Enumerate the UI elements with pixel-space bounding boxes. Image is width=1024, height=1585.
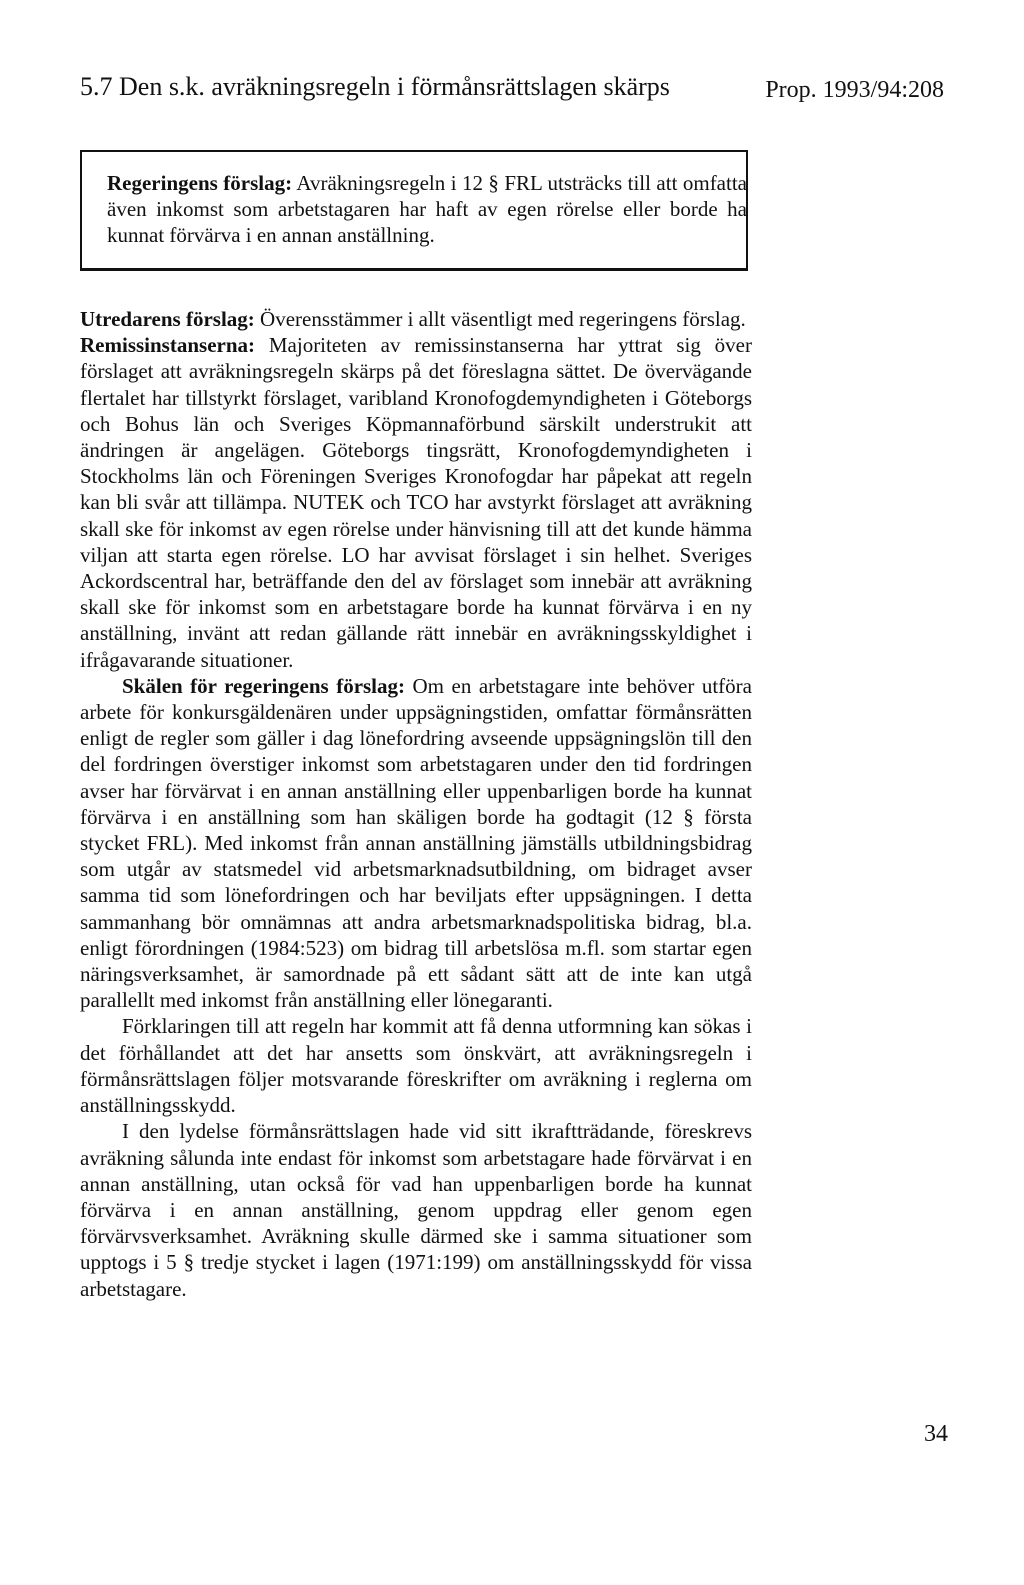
- referral-text: Majoriteten av remissinstanserna har yttrat sig över förslaget att avräkningsregeln skärps på det föreslagna sättet. De övervägande flertalet har tillstyrkt förslaget, varibland Kronofogdemyndigheten i Göteborgs och Bohus län och Sveriges Köpmannaförbund särskilt understrukit att ändringen är angelägen. Göteborgs tingsrätt, Kronofogdemyndigheten i Stockholms län och Föreningen Sveriges Kronofogdar har påpekat att regeln kan bli svår att tillämpa. NUTEK och TCO har avstyrkt förslaget att avräkning skall ske för inkomst av egen rörelse under hänvisning till att det kunde hämma viljan att starta egen rörelse. LO har avvisat förslaget i sin helhet. Sveriges Ackordscentral har, beträffande den del av förslaget som innebär att avräkning skall ske för inkomst som en arbetstagare borde ha kunnat förvärva i en ny anställning, invänt att redan gällande rätt innebär en avräkningsskyldighet i ifrågavarande situationer.: [80, 333, 752, 672]
- explanation-paragraph: Förklaringen till att regeln har kommit att få denna utformning kan sökas i det förhållandet att det har ansetts som önskvärt, att avräkningsregeln i förmånsrättslagen följer motsvarande föreskrifter om avräkning i reglerna om anställningsskydd.: [80, 1014, 752, 1118]
- reasons-text: Om en arbetstagare inte behöver utföra arbete för konkursgäldenären under uppsägningstiden, omfattar förmånsrätten enligt de regler som gäller i dag lönefordring avseende uppsägningslön till den del fordringen överstiger inkomst som arbetstagaren under den tid fordringen avser har förvärvat i en annan anställning eller uppenbarligen borde ha kunnat förvärva i en anställning som han skäligen borde ha godtagit (12 § första stycket FRL). Med inkomst från annan anställning jämställs utbildningsbidrag som utgår av statsmedel vid arbetsmarknadsutbildning, om bidraget avser samma tid som lönefordringen och har beviljats efter uppsägningen. I detta sammanhang bör omnämnas att andra arbetsmarknadspolitiska bidrag, bl.a. enligt förordningen (1984:523) om bidrag till arbetslösa m.fl. som startar egen näringsverksamhet, är samordnade på ett sådant sätt att de inte kan utgå parallellt med inkomst från anställning eller lönegaranti.: [80, 673, 752, 1013]
- government-proposal-body: Avräkningsregeln i 12 § FRL utsträcks till att omfatta även inkomst som arbetstagaren har haft av egen rörelse eller borde ha kunnat förvärva i en annan anställning.: [107, 171, 747, 247]
- investigator-paragraph: [80, 306, 752, 332]
- investigator-lead: Utredarens förslag:: [80, 307, 255, 331]
- reasons-lead: Skälen för regeringens förslag:: [122, 673, 406, 698]
- investigator-text: Överensstämmer i allt väsentligt med regeringens förslag.: [254, 307, 746, 331]
- document-body: [80, 306, 752, 1302]
- reasons-paragraph: [80, 673, 752, 1014]
- history-paragraph: I den lydelse förmånsrättslagen hade vid sitt ikraftträdande, föreskrevs avräkning sålunda inte endast för inkomst som arbetstagare hade förvärvat i en annan anställning, utan också för vad han uppenbarligen borde ha kunnat förvärva i en annan anställning, genom uppdrag eller genom egen förvärvsverksamhet. Avräkning skulle därmed ske i samma situationer som upptogs i 5 § tredje stycket i lagen (1971:199) om anställningsskydd för vissa arbetstagare.: [80, 1119, 752, 1301]
- referral-lead: Remissinstanserna:: [80, 333, 256, 358]
- section-title: 5.7 Den s.k. avräkningsregeln i förmånsrättslagen skärps: [80, 72, 670, 101]
- government-proposal-text: [107, 170, 747, 248]
- referral-paragraph: [80, 332, 752, 673]
- government-proposal-lead: Regeringens förslag:: [107, 171, 293, 195]
- page-number: 34: [924, 1421, 948, 1447]
- prop-reference: Prop. 1993/94:208: [765, 77, 944, 103]
